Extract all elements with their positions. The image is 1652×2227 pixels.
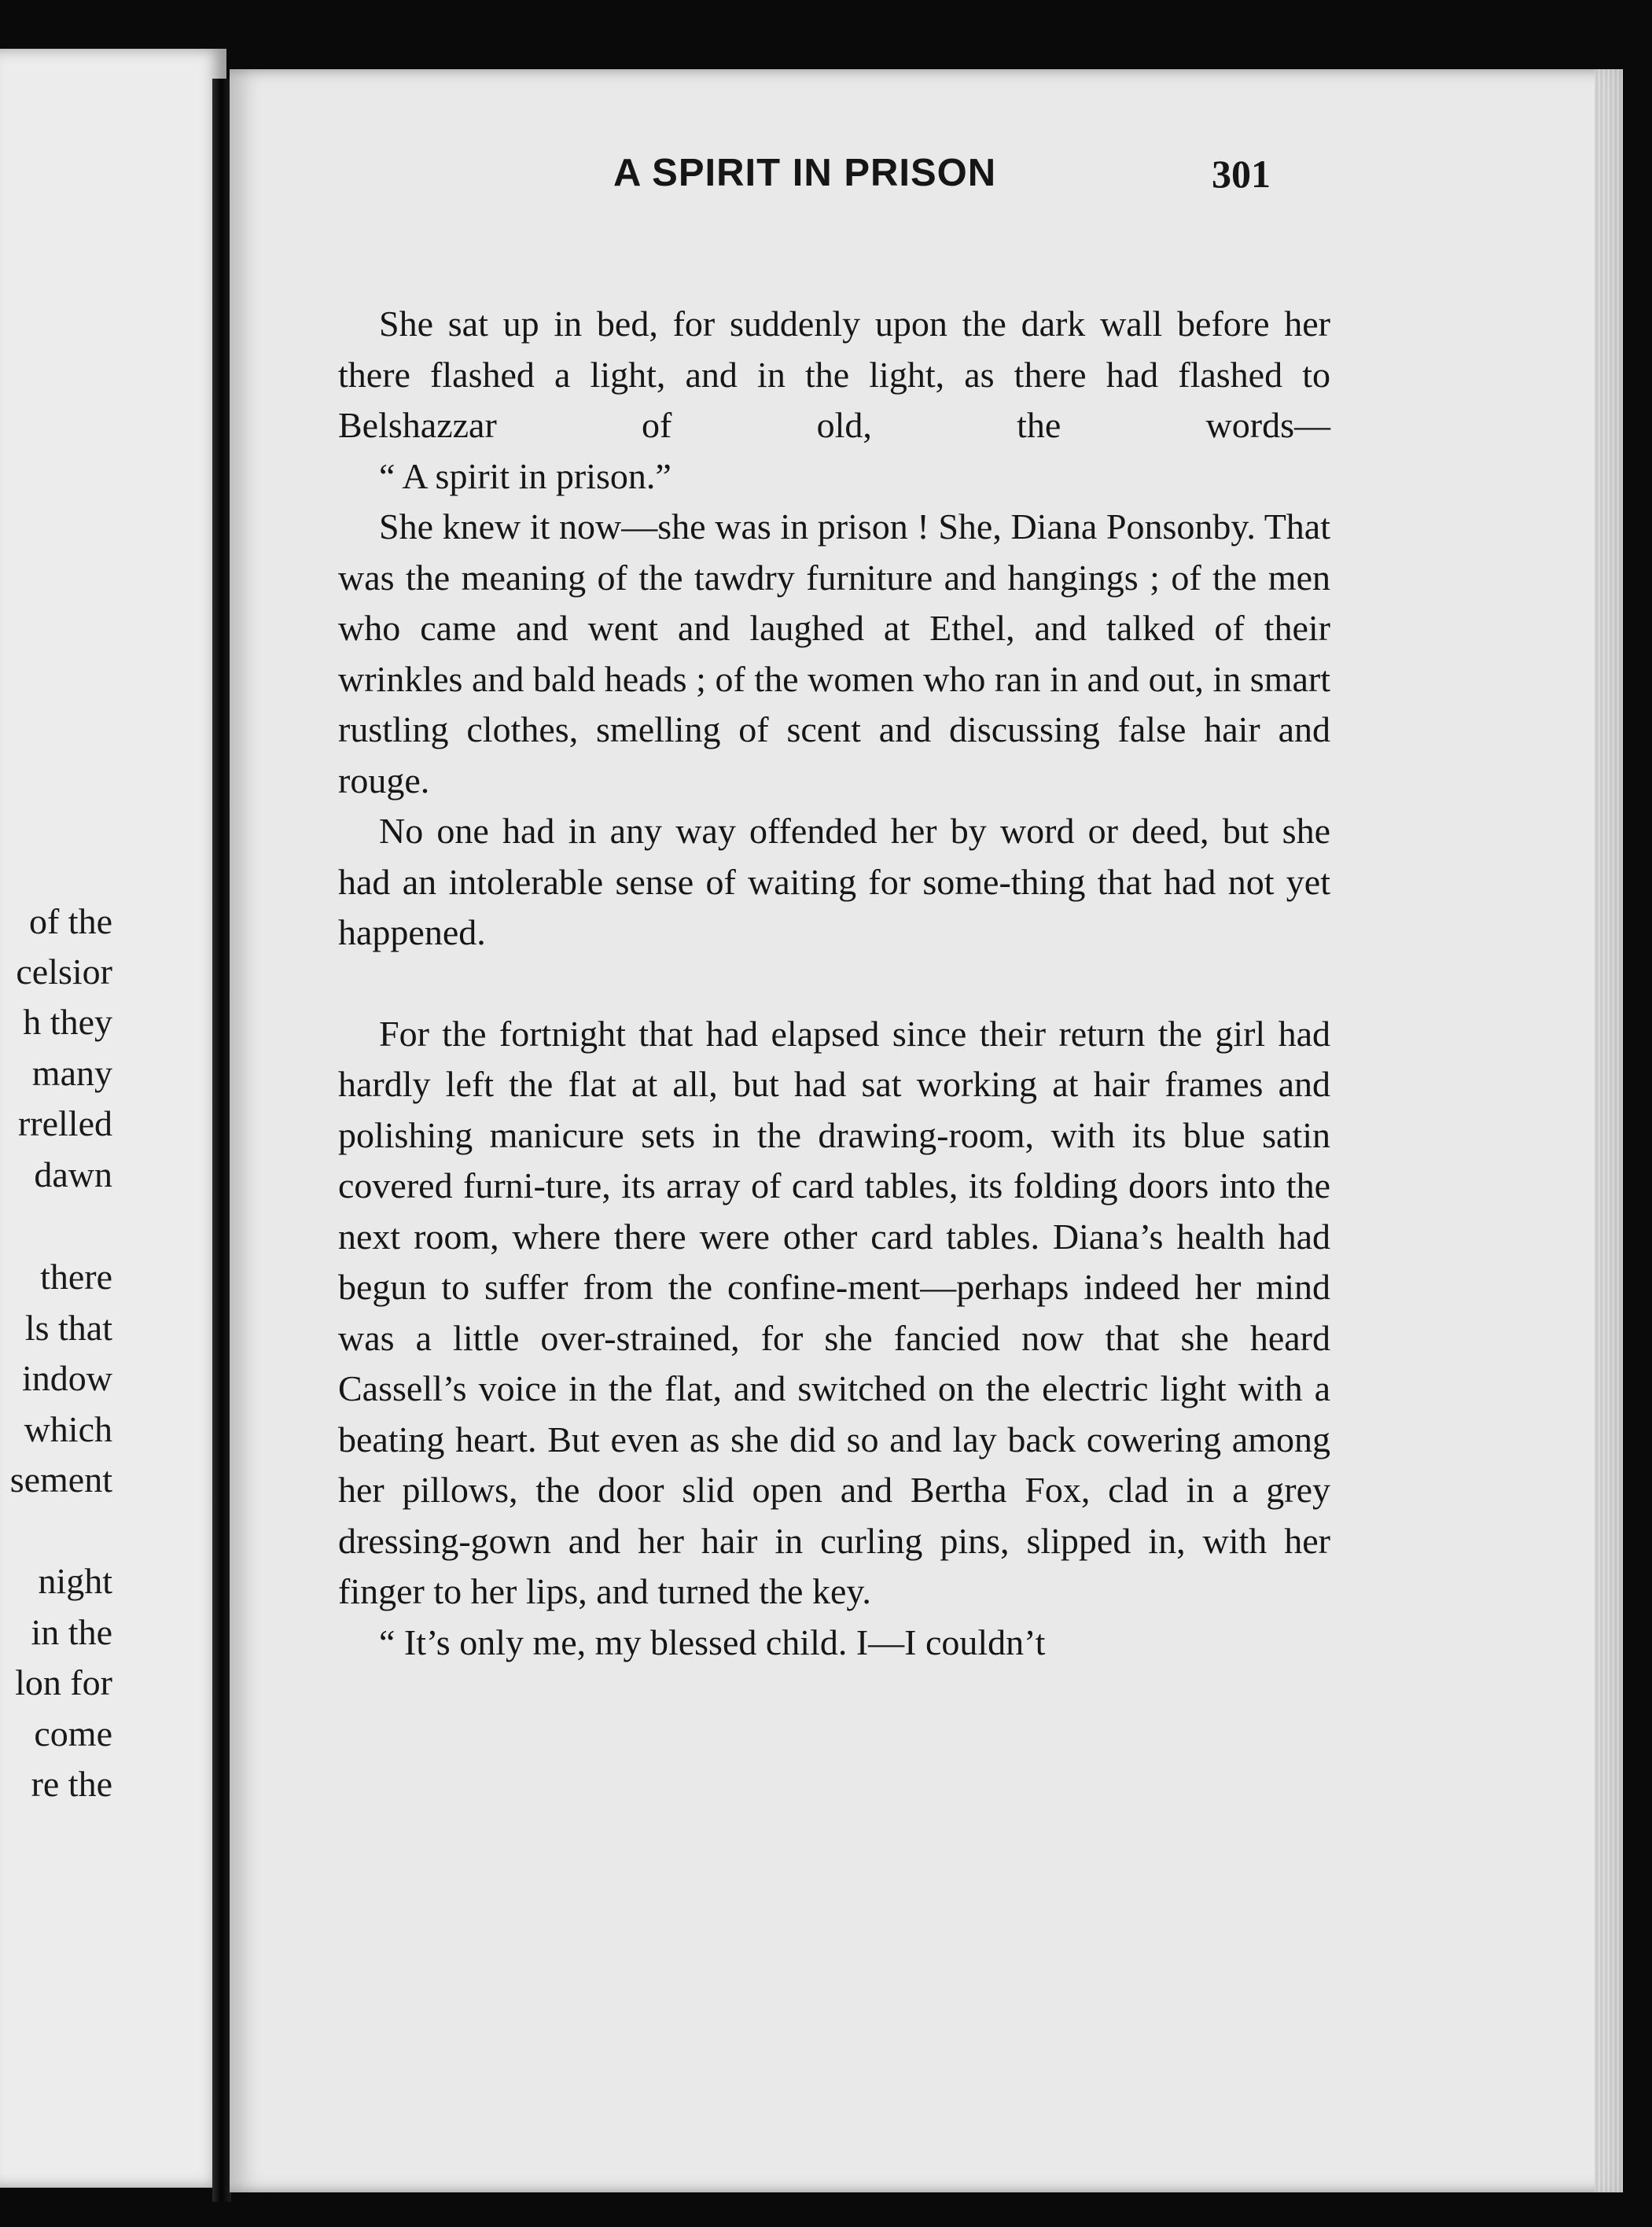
- left-page-fragment: many: [31, 1053, 112, 1093]
- left-page-fragment: which: [24, 1409, 112, 1449]
- page-number: 301: [1212, 152, 1271, 196]
- left-page-fragment: rrelled: [17, 1103, 112, 1143]
- left-page-fragment: dawn: [34, 1154, 112, 1194]
- left-page-fragment: in the: [31, 1612, 112, 1652]
- left-page-fragment: indow: [22, 1358, 112, 1398]
- running-title: A SPIRIT IN PRISON: [613, 152, 997, 194]
- left-page-fragment: there: [40, 1257, 112, 1297]
- left-page-fragment: celsior: [16, 952, 112, 992]
- page-edge: [1595, 69, 1623, 2192]
- paragraph: “ It’s only me, my blessed child. I—I couldn’t: [379, 1621, 1046, 1662]
- paragraph: She knew it now—she was in prison ! She, Diana Ponsonby. That was the meaning of the tawdry furniture and hangings ; of the men who came and went and laughed at Ethel, and talked of their wrinkles and bald heads ; of the women who ran in and out, in smart rustling clothes, smelling of scent and discussing false hair and rouge.: [338, 506, 1330, 801]
- paragraph: No one had in any way offended her by word or deed, but she had an intolerable sense of waiting for some-thing that had not yet happened.: [338, 811, 1330, 952]
- left-page-fragment: ls that: [24, 1308, 112, 1348]
- left-page-fragment: h they: [23, 1002, 112, 1042]
- running-head: [343, 151, 1326, 198]
- left-page-fragment: re the: [31, 1764, 112, 1804]
- paragraph: She sat up in bed, for suddenly upon the dark wall before her there flashed a light, and in the light, as there had flashed to Belshazzar of old, the words—: [338, 304, 1330, 445]
- left-facing-page: [0, 49, 226, 2188]
- body-text: [338, 299, 1330, 1668]
- book-gutter: [212, 79, 231, 2202]
- left-page-fragment: night: [38, 1561, 112, 1601]
- left-page-fragment: sement: [9, 1460, 112, 1500]
- paragraph: For the fortnight that had elapsed since their return the girl had hardly left the flat at all, but had sat working at hair frames and polishing manicure sets in the drawing-room, with its blue satin covered furni-ture, its array of card tables, its folding doors into the next room, where there were other card tables. Diana’s health had begun to suffer from the confine-ment—perhaps indeed her mind was a little over-strained, for she fancied now that she heard Cassell’s voice in the flat, and switched on the electric light with a beating heart. But even as she did so and lay back cowering among her pillows, the door slid open and Bertha Fox, clad in a grey dressing-gown and her hair in curling pins, slipped in, with her finger to her lips, and turned the key.: [338, 1013, 1330, 1611]
- paragraph: “ A spirit in prison.”: [379, 455, 671, 496]
- left-page-fragment: come: [34, 1714, 112, 1754]
- left-page-fragment: lon for: [15, 1662, 112, 1702]
- left-page-fragment: of the: [28, 901, 112, 941]
